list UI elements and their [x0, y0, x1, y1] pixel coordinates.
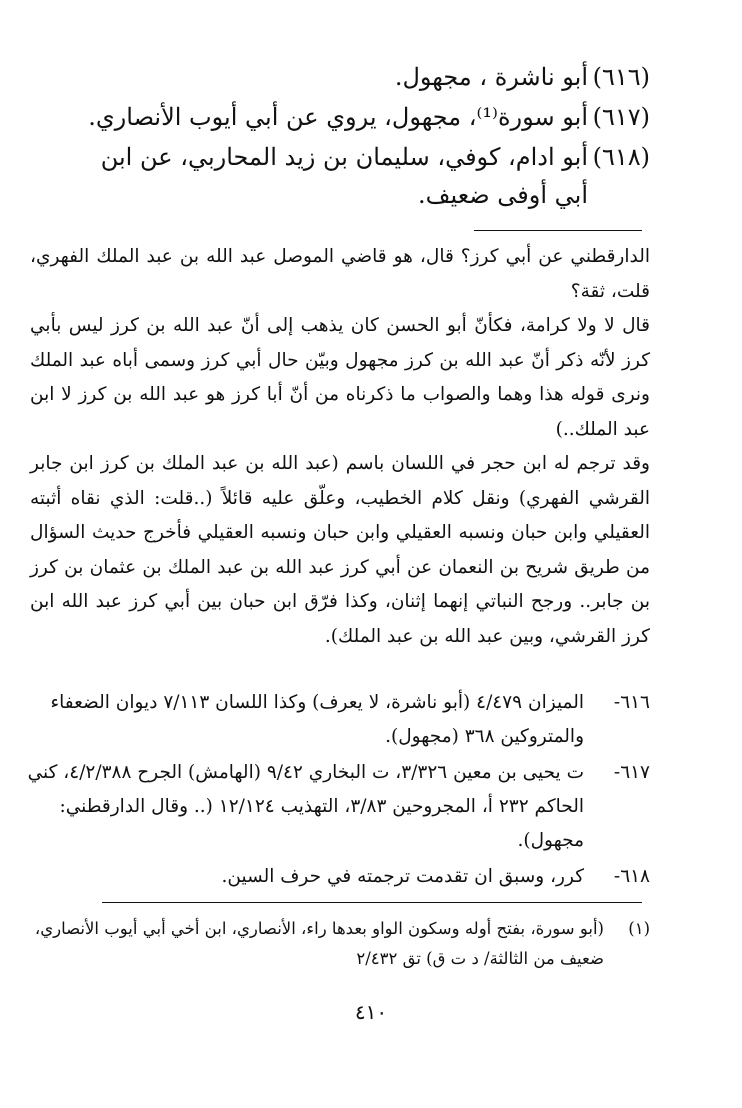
footnote-text: (أبو سورة، بفتح أوله وسكون الواو بعدها راء، الأنصاري، ابن أخي أبي أيوب الأنصاري، ضعيف من الثالثة/ د ت ق) تق ٢/٤٣٢: [34, 919, 604, 968]
footnote-number: (١): [628, 919, 650, 938]
entry-number: (٦١٨): [592, 143, 650, 171]
note-text: الميزان ٤/٤٧٩ (أبو ناشرة، لا يعرف) وكذا اللسان ٧/١١٣ ديوان الضعفاء والمتروكين ٣٦٨ (مجهول).: [50, 692, 584, 747]
entry-616: [70, 58, 650, 96]
commentary-paragraph: الدارقطني عن أبي كرز؟ قال، هو قاضي الموصل عبد الله بن عبد الملك الفهري، قلت، ثقة؟: [30, 246, 650, 302]
page-number: ٤١٠: [354, 1000, 388, 1024]
reference-notes: [20, 686, 650, 896]
commentary-paragraph: قال لا ولا كرامة، فكأنّ أبو الحسن كان يذهب إلى أنّ عبد الله بن كرز ليس بأبي كرز لأنّه ذكر أنّ عبد الله بن كرز مجهول وبيّن حال أبي كرز وسمى أباه عبد الملك ونرى قوله هذا وهما والصواب ما ذكرناه من أنّ أبا كرز هو عبد الله بن كرز لا ابن عبد الملك..): [30, 315, 650, 440]
entry-text: أبو ادام، كوفي، سليمان بن زيد المحاربي، عن ابن أبي أوفى ضعيف.: [100, 143, 588, 209]
note-616: [20, 686, 650, 754]
note-label: ٦١٧-: [613, 762, 650, 783]
note-618: [20, 860, 650, 894]
entry-text: أبو ناشرة ، مجهول.: [394, 63, 588, 91]
entry-number: (٦١٦): [592, 63, 650, 91]
commentary-block: [30, 240, 650, 654]
note-text: ت يحيى بن معين ٣/٣٢٦، ت البخاري ٩/٤٢ (الهامش) الجرح ٤/٢/٣٨٨، كني الحاكم ٢٣٢ أ، المجروحين ٣/٨٣، التهذيب ١٢/١٢٤ (.. وقال الدارقطني: مجهول).: [27, 762, 584, 851]
note-617: [20, 756, 650, 858]
entry-number: (٦١٧): [592, 103, 650, 131]
note-label: ٦١٦-: [613, 692, 650, 713]
commentary-paragraph: وقد ترجم له ابن حجر في اللسان باسم (عبد الله بن عبد الملك بن كرز ابن جابر القرشي الفهري) ونقل كلام الخطيب، وعلّق عليه قائلاً (..قلت: الذي نقاه أثبته العقيلي وابن حبان ونسبه العقيلي وابن حبان ونسبه العقيلي فأخرج حديث السؤال من طريق شريح بن النعمان عن أبي كرز عبد الله بن عبد الملك بن عثمان بن كرز بن جابر.. ورجح النباتي إنهما إثنان، وكذا فرّق ابن حبان بين أبي كرز عبد الله ابن كرز القرشي، وبين عبد الله بن عبد الملك).: [30, 453, 650, 647]
entry-617: [70, 98, 650, 136]
entry-text: أبو سورة⁽¹⁾، مجهول، يروي عن أبي أيوب الأنصاري.: [88, 103, 588, 131]
section-divider: [474, 230, 642, 231]
narrator-entries: [70, 58, 650, 216]
footnote-divider: [102, 902, 642, 903]
note-text: كرر، وسبق ان تقدمت ترجمته في حرف السين.: [221, 866, 584, 887]
note-label: ٦١٨-: [613, 866, 650, 887]
footnote: [20, 914, 650, 974]
entry-618: [70, 138, 650, 214]
